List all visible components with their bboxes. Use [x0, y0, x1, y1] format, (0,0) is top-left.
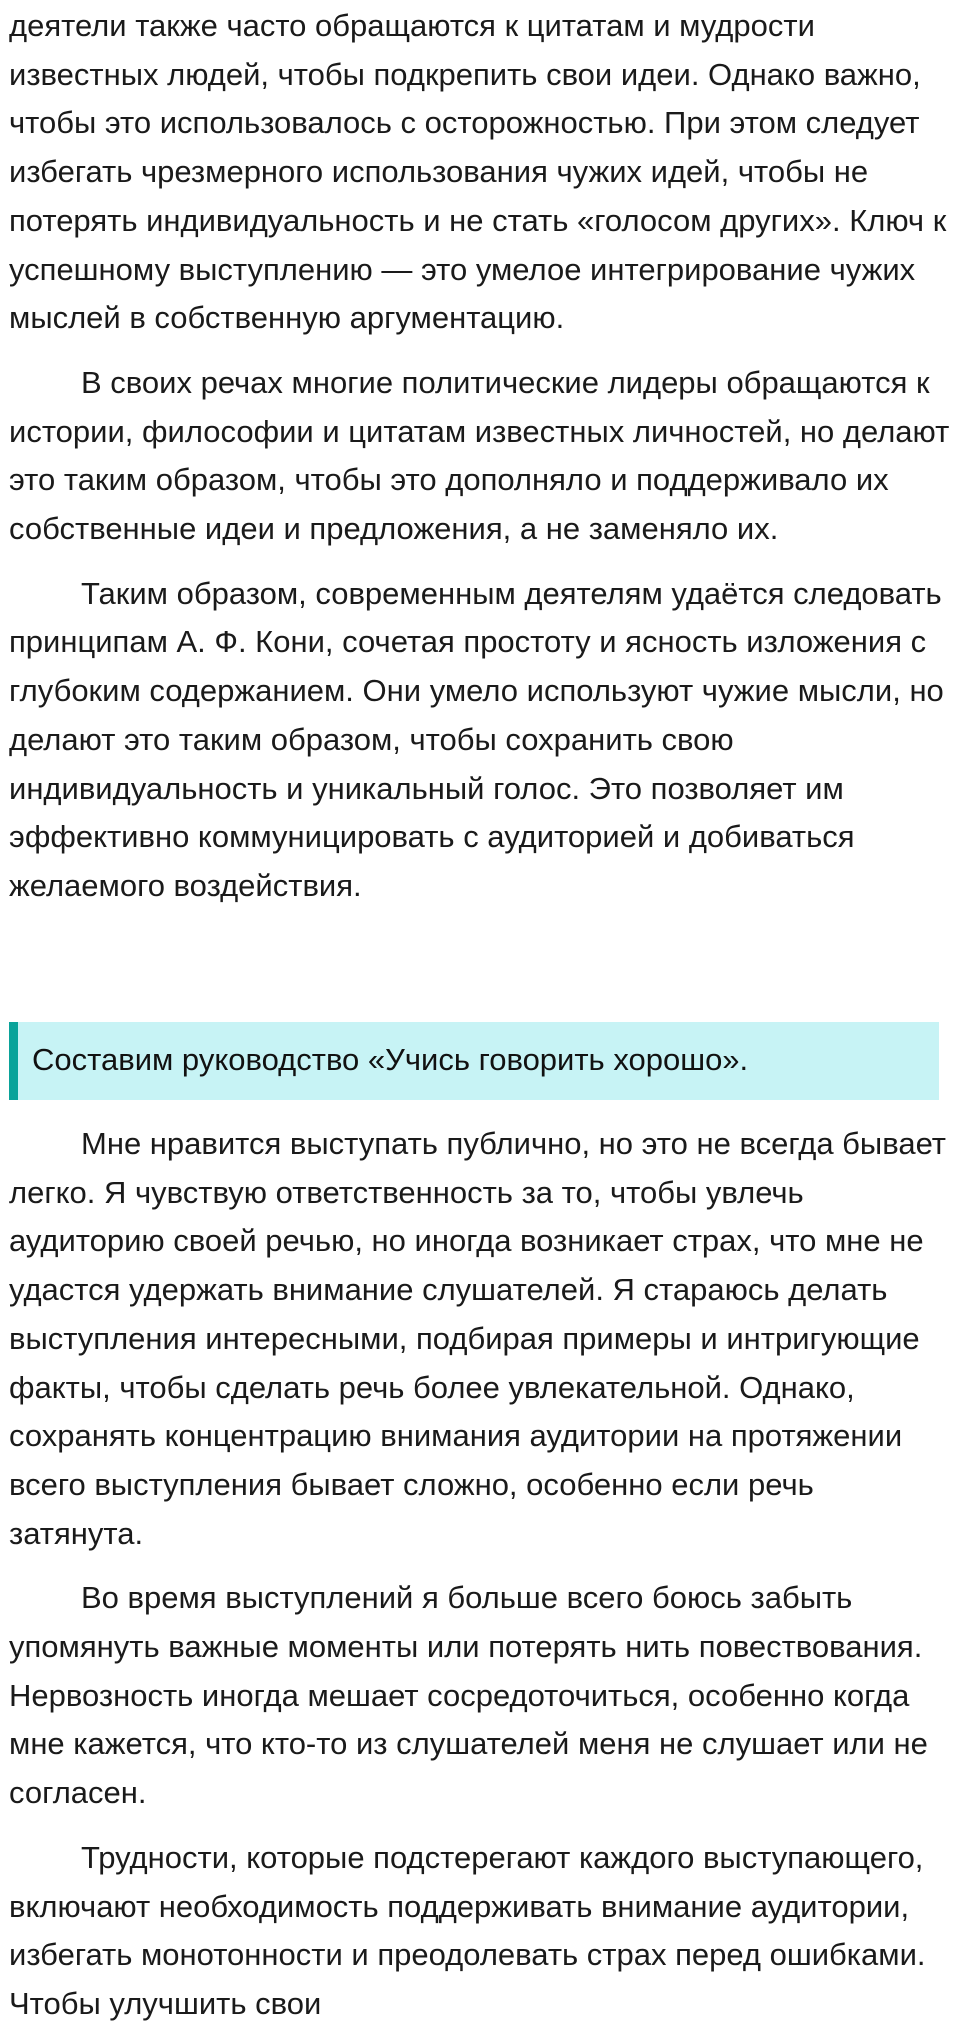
paragraph-koni-principles: Таким образом, современным деятелям удаётся следовать принципам А. Ф. Кони, сочетая простоту и ясность изложения с глубоким содержанием. Они умело используют чужие мысли, но делают это таким образом, чтобы сохранить свою индивидуальность и уникальный голос. Это позволяет им эффективно коммуницировать с аудиторией и добиваться желаемого воздействия.: [9, 575, 944, 903]
text-block-after-heading: [9, 1120, 953, 2029]
paragraph-political-leaders: В своих речах многие политические лидеры обращаются к истории, философии и цитатам известных личностей, но делают это таким образом, чтобы это дополняло и поддерживало их собственные идеи и предложения, а не заменяло их.: [9, 364, 950, 547]
paragraph-difficulties: Трудности, которые подстерегают каждого выступающего, включают необходимость поддерживать внимание аудитории, избегать монотонности и преодолевать страх перед ошибками. Чтобы улучшить свои: [9, 1839, 926, 2021]
paragraph-public-speaking: Мне нравится выступать публично, но это не всегда бывает легко. Я чувствую ответственность за то, чтобы увлечь аудиторию своей речью, но иногда возникает страх, что мне не удастся удержать внимание слушателей. Я стараюсь делать выступления интересными, подбирая примеры и интригующие факты, чтобы сделать речь более увлекательной. Однако, сохранять концентрацию внимания аудитории на протяжении всего выступления бывает сложно, особенно если речь затянута.: [9, 1126, 946, 1551]
section-heading-box: [9, 1022, 939, 1100]
section-heading: Составим руководство «Учись говорить хорошо».: [32, 1042, 749, 1077]
paragraph-speaking-fears: Во время выступлений я больше всего боюсь забыть упомянуть важные моменты или потерять нить повествования. Нервозность иногда мешает сосредоточиться, особенно когда мне кажется, что кто-то из слушателей меня не слушает или не согласен.: [9, 1580, 928, 1811]
text-block-before-heading: [9, 2, 953, 911]
paragraph-continuation: деятели также часто обращаются к цитатам и мудрости известных людей, чтобы подкрепить свои идеи. Однако важно, чтобы это использовалось с осторожностью. При этом следует избегать чрезмерного использования чужих идей, чтобы не потерять индивидуальность и не стать «голосом других». Ключ к успешному выступлению — это умелое интегрирование чужих мыслей в собственную аргументацию.: [9, 8, 947, 336]
